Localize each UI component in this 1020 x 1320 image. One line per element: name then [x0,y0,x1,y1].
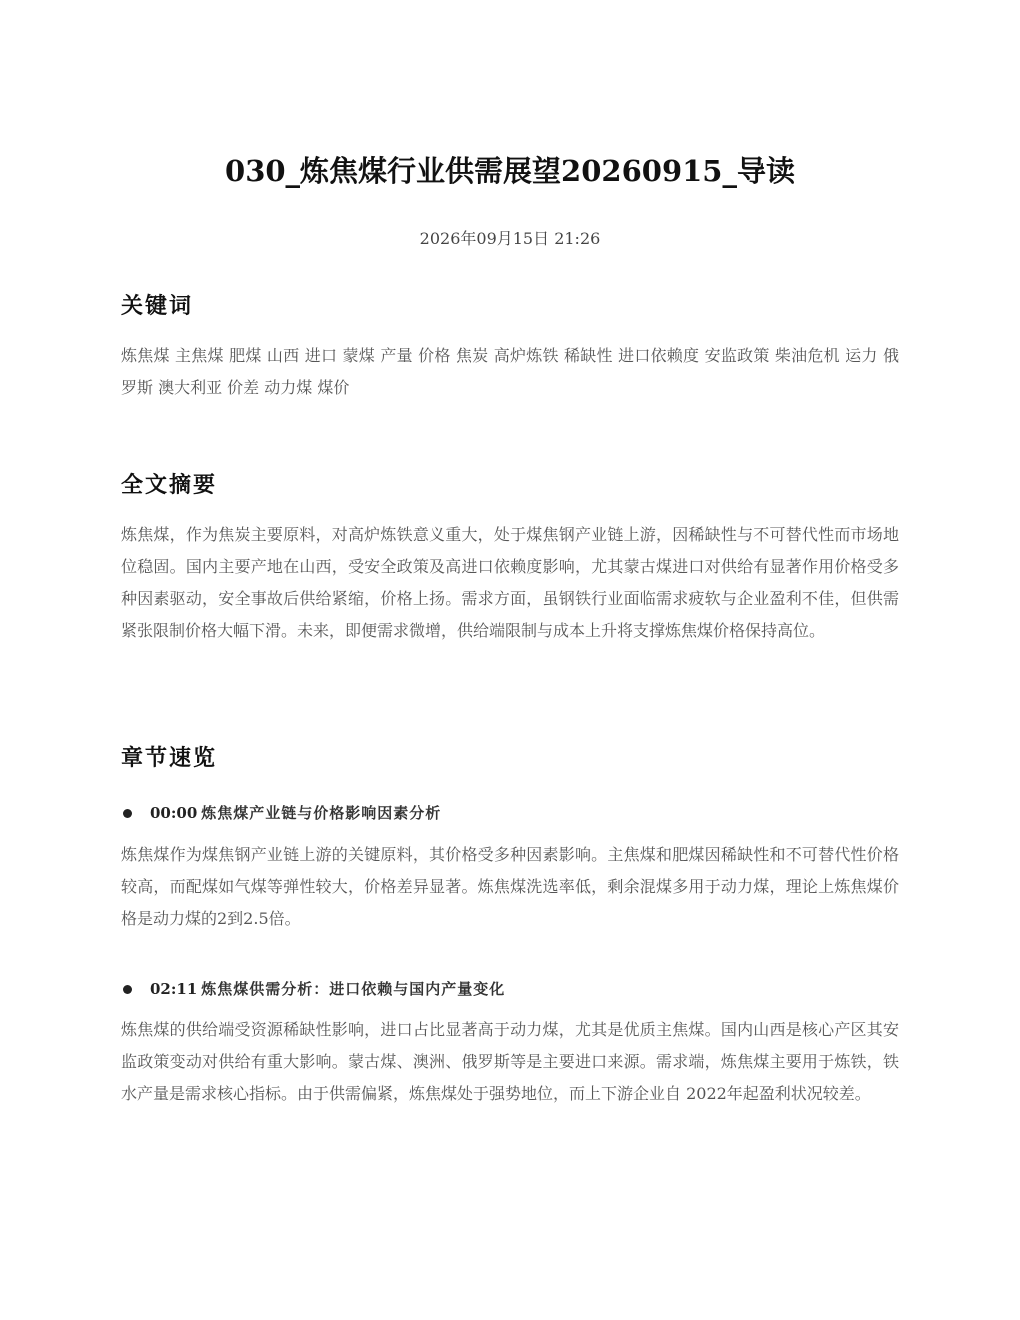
bullet-icon [123,985,132,994]
bullet-icon [123,809,132,818]
keywords-text: 炼焦煤 主焦煤 肥煤 山西 进口 蒙煤 产量 价格 焦炭 高炉炼铁 稀缺性 进口依赖度 安监政策 柴油危机 运力 俄罗斯 澳大利亚 价差 动力煤 煤价 [121,346,899,397]
chapter-text: 炼焦煤作为煤焦钢产业链上游的关键原料，其价格受多种因素影响。主焦煤和肥煤因稀缺性和不可替代性价格较高，而配煤如气煤等弹性较大，价格差异显著。炼焦煤洗选率低，剩余混煤多用于动力煤，理论上炼焦煤价格是动力煤的2到2.5倍。 [121,845,899,928]
document-date: 2026年09月15日 21:26 [419,229,601,248]
chapter-timestamp: 00:00 [150,804,198,822]
document-title: 030_炼焦煤行业供需展望20260915_导读 [225,154,795,188]
chapter-item-heading [121,978,899,1000]
keywords-heading: 关键词 [121,293,194,319]
summary-heading: 全文摘要 [121,472,218,498]
summary-text: 炼焦煤，作为焦炭主要原料，对高炉炼铁意义重大，处于煤焦钢产业链上游，因稀缺性与不可替代性而市场地位稳固。国内主要产地在山西，受安全政策及高进口依赖度影响，尤其蒙古煤进口对供给有显著作用价格受多种因素驱动，安全事故后供给紧缩，价格上扬。需求方面，虽钢铁行业面临需求疲软与企业盈利不佳，但供需紧张限制价格大幅下滑。未来，即便需求微增，供给端限制与成本上升将支撑炼焦煤价格保持高位。 [121,525,899,640]
chapter-title: 炼焦煤供需分析：进口依赖与国内产量变化 [201,980,506,998]
chapter-item-heading [121,802,899,824]
chapter-timestamp: 02:11 [150,980,198,998]
chapter-text: 炼焦煤的供给端受资源稀缺性影响，进口占比显著高于动力煤，尤其是优质主焦煤。国内山西是核心产区其安监政策变动对供给有重大影响。蒙古煤、澳洲、俄罗斯等是主要进口来源。需求端，炼焦煤主要用于炼铁，铁水产量是需求核心指标。由于供需偏紧，炼焦煤处于强势地位，而上下游企业自 2022年起盈利状况较差。 [121,1020,899,1103]
chapters-heading: 章节速览 [121,745,218,771]
chapter-title: 炼焦煤产业链与价格影响因素分析 [201,804,442,822]
